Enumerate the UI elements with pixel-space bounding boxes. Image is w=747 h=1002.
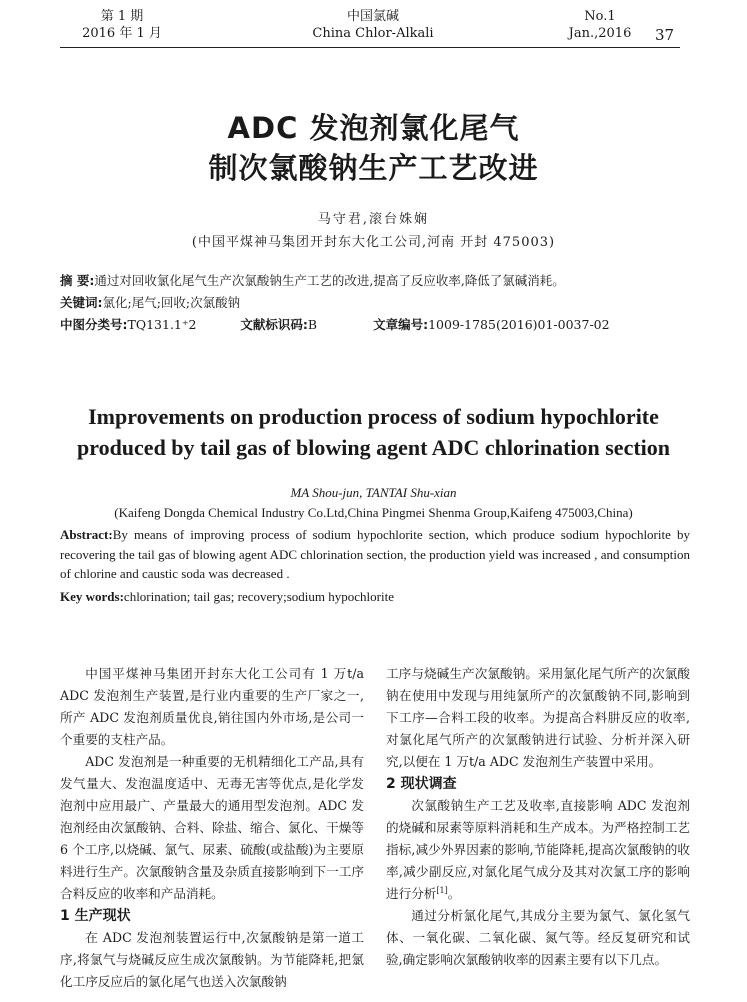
date-en: Jan.,2016 (568, 26, 632, 41)
issue-cn: 第 1 期 (100, 9, 144, 24)
abstract-en-text: By means of improving process of sodium hypochlorite section, which produce sodium hypochlorite by recovering the tail gas of blowing agent ADC chlorination section, the production yield was increased , and consumption of chlorine and caustic soda was decreased . (60, 527, 690, 581)
title-en-line1: Improvements on production process of sodium hypochlorite (88, 404, 659, 429)
section-heading-1: 1 生产现状 (60, 908, 131, 924)
header-issue-cn (62, 8, 182, 42)
page-number: 37 (655, 26, 675, 44)
abstract-en (60, 525, 690, 584)
doc-code-label: 文献标识码: (240, 317, 308, 332)
keywords-en-text: chlorination; tail gas; recovery;sodium hypochlorite (123, 589, 394, 604)
body-column-left (60, 663, 364, 993)
keywords-cn-label: 关键词: (60, 295, 103, 310)
body-paragraph: ADC 发泡剂是一种重要的无机精细化工产品,具有发气量大、发泡温度适中、无毒无害等优点,是化学发泡剂中应用最广、产量最大的通用型发泡剂。ADC 发泡剂经由次氯酸钠、合料、除盐、缩合、氯化、干燥等 6 个工序,以烧碱、氯气、尿素、硫酸(或盐酸)为主要原料进行生产。次氯酸钠含量及杂质直接影响到下一工序合料反应的收率和产品消耗。 (60, 754, 364, 901)
authors-cn: 马守君,滚台姝娴 (317, 212, 430, 227)
section-heading-2: 2 现状调查 (386, 776, 457, 792)
header-journal (273, 8, 473, 42)
issue-en: No.1 (584, 9, 616, 24)
abstract-cn-label: 摘 要: (60, 273, 95, 288)
body-paragraph: 工序与烧碱生产次氯酸钠。采用氯化尾气所产的次氯酸钠在使用中发现与用纯氯所产的次氯酸钠不同,影响到下工序—合料工段的收率。为提高合料肼反应的收率,对氯化尾气所产的次氯酸钠进行试验、分析并深入研究,以便在 1 万t/a ADC 发泡剂生产装置中采用。 (386, 666, 690, 769)
affiliation-en: (Kaifeng Dongda Chemical Industry Co.Ltd,China Pingmei Shenma Group,Kaifeng 475003,China) (114, 505, 633, 520)
abstract-cn-text: 通过对回收氯化尾气生产次氯酸钠生产工艺的改进,提高了反应收率,降低了氯碱消耗。 (94, 273, 565, 288)
keywords-cn-text: 氯化;尾气;回收;次氯酸钠 (102, 295, 241, 310)
abstract-cn (60, 271, 690, 290)
body-column-right (386, 663, 690, 971)
keywords-en (60, 587, 690, 607)
classification-line (60, 315, 690, 334)
doc-code-value: B (307, 317, 318, 332)
keywords-cn (60, 293, 690, 312)
header-rule (60, 47, 680, 48)
body-paragraph: 通过分析氯化尾气,其成分主要为氯气、氯化氢气体、一氧化碳、二氧化碳、氮气等。经反复研究和试验,确定影响次氯酸钠收率的因素主要有以下几点。 (386, 908, 690, 967)
date-cn: 2016 年 1 月 (82, 26, 162, 41)
clc-label: 中图分类号: (60, 317, 128, 332)
authors-en: MA Shou-jun, TANTAI Shu-xian (290, 485, 457, 500)
affiliation-cn: (中国平煤神马集团开封东大化工公司,河南 开封 475003) (191, 235, 556, 250)
body-paragraph: 在 ADC 发泡剂装置运行中,次氯酸钠是第一道工序,将氯气与烧碱反应生成次氯酸钠。为节能降耗,把氯化工序反应后的氯化尾气也送入次氯酸钠 (60, 930, 364, 989)
title-cn-line1: ADC 发泡剂氯化尾气 (227, 111, 520, 145)
journal-name-cn: 中国氯碱 (346, 9, 399, 24)
body-paragraph-end: 。 (447, 886, 461, 901)
keywords-en-label: Key words: (60, 589, 124, 604)
body-paragraph (386, 795, 690, 905)
header-issue-en (560, 8, 640, 42)
journal-name-en: China Chlor-Alkali (312, 26, 434, 41)
title-cn-line2: 制次氯酸钠生产工艺改进 (208, 151, 539, 185)
article-no-label: 文章编号: (373, 317, 429, 332)
article-no-value: 1009-1785(2016)01-0037-02 (428, 317, 610, 332)
abstract-en-label: Abstract: (60, 527, 113, 542)
clc-value: TQ131.1⁺2 (127, 317, 197, 332)
body-paragraph: 中国平煤神马集团开封东大化工公司有 1 万t/a ADC 发泡剂生产装置,是行业内重要的生产厂家之一,所产 ADC 发泡剂质量优良,销往国内外市场,是公司一个重要的支柱产品。 (60, 666, 364, 747)
title-en-line2: produced by tail gas of blowing agent ADC chlorination section (76, 435, 671, 460)
reference-marker[interactable]: [1] (436, 885, 448, 895)
body-paragraph-text: 次氯酸钠生产工艺及收率,直接影响 ADC 发泡剂的烧碱和尿素等原料消耗和生产成本。为严格控制工艺指标,减少外界因素的影响,节能降耗,提高次氯酸钠的收率,减少副反应,对氯化尾气成分及其对次氯工序的影响进行分析 (386, 798, 690, 901)
